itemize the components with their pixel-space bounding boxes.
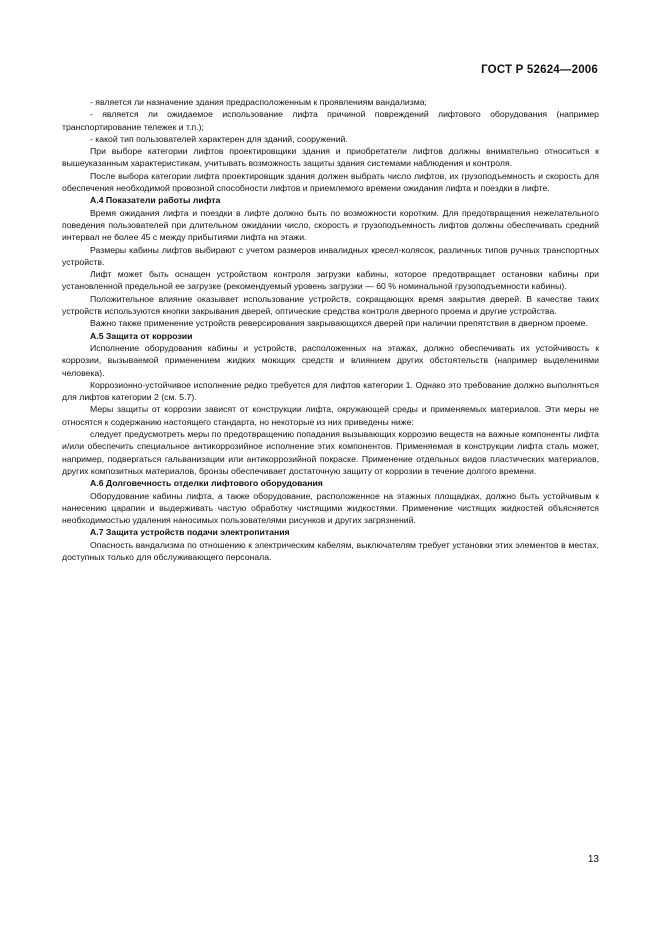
- section-heading: А.6 Долговечность отделки лифтового оборудования: [90, 478, 323, 489]
- section-heading: А.4 Показатели работы лифта: [90, 195, 221, 206]
- document-body: [62, 96, 599, 563]
- paragraph: Меры защиты от коррозии зависят от конструкции лифта, окружающей среды и применяемых материалов. Эти меры не относятся к содержанию настоящего стандарта, но некоторые из них приведены ниже:: [62, 404, 599, 427]
- paragraph: Лифт может быть оснащен устройством контроля загрузки кабины, которое предотвращает остановки кабины при установленной предельной ее загрузке (рекомендуемый уровень загрузки — 60 % номинальной грузоподъемности кабины).: [62, 269, 599, 292]
- document-header: ГОСТ Р 52624—2006: [481, 64, 598, 76]
- paragraph: Важно также применение устройств реверсирования закрывающихся дверей при наличии препятствия в дверном проеме.: [90, 318, 588, 329]
- paragraph: следует предусмотреть меры по предотвращению попадания вызывающих коррозию веществ на важные компоненты лифта и/или обеспечить специальное антикоррозийное исполнение этих компонентов. Применяемая в конструкции лифта сталь может, например, подвергаться гальванизации или антикоррозийной покраске. Применение отдельных видов пластических материалов, других композитных материалов, бронзы обеспечивает достаточную защиту от коррозии в течение долгого времени.: [62, 429, 599, 476]
- paragraph: - является ли ожидаемое использование лифта причиной повреждений лифтового оборудования (например транспортирование тележек и т.п.);: [62, 109, 599, 132]
- section-heading: А.5 Защита от коррозии: [90, 330, 193, 341]
- paragraph: Положительное влияние оказывает использование устройств, сокращающих время закрытия дверей. В качестве таких устройств используются кнопки закрывания дверей, оптические средства контроля дверного проема и другие устройства.: [62, 293, 599, 317]
- paragraph: Оборудование кабины лифта, а также оборудование, расположенное на этажных площадках, должно быть устойчивым к нанесению царапин и выдерживать частую обработку чистящими жидкостями. Применение чистящих жидкостей объясняется необходимостью удаления наносимых пользователями рисунков и других загрязнений.: [62, 490, 599, 526]
- paragraph: Размеры кабины лифтов выбирают с учетом размеров инвалидных кресел-колясок, различных типов ручных транспортных устройств.: [62, 244, 599, 267]
- paragraph: Коррозионно-устойчивое исполнение редко требуется для лифтов категории 1. Однако это требование должно выполняться для лифтов категории 2 (см. 5.7).: [62, 379, 599, 403]
- paragraph: При выборе категории лифтов проектировщики здания и приобретатели лифтов должны внимательно относиться к вышеуказанным характеристикам, учитывать возможность защиты здания системами наблюдения и контроля.: [62, 146, 599, 169]
- section-heading: А.7 Защита устройств подачи электропитания: [90, 527, 290, 538]
- page-number: 13: [587, 854, 599, 865]
- paragraph: Опасность вандализма по отношению к электрическим кабелям, выключателям требует установки этих элементов в местах, доступных только для обслуживающего персонала.: [62, 539, 599, 562]
- paragraph: Исполнение оборудования кабины и устройств, расположенных на этажах, должно обеспечивать их устойчивость к коррозии, вызываемой применением жидких моющих средств и влиянием других обстоятельств (например выделениями человека).: [62, 342, 599, 378]
- paragraph: Время ожидания лифта и поездки в лифте должно быть по возможности коротким. Для предотвращения нежелательного поведения пользователей при длительном ожидании число, скорость и грузоподъемность лифтов должны обеспечивать средний интервал не более 45 с между прибытиями лифта на этажи.: [62, 207, 599, 243]
- paragraph: После выбора категории лифта проектировщик здания должен выбрать число лифтов, их грузоподъемность и скорость для обеспечения необходимой провозной способности лифтов и приемлемого времени ожидания лифта и поездки в лифте.: [62, 170, 599, 194]
- paragraph: - какой тип пользователей характерен для зданий, сооружений.: [90, 133, 348, 144]
- paragraph: - является ли назначение здания предрасположенным к проявлениям вандализма;: [90, 97, 427, 107]
